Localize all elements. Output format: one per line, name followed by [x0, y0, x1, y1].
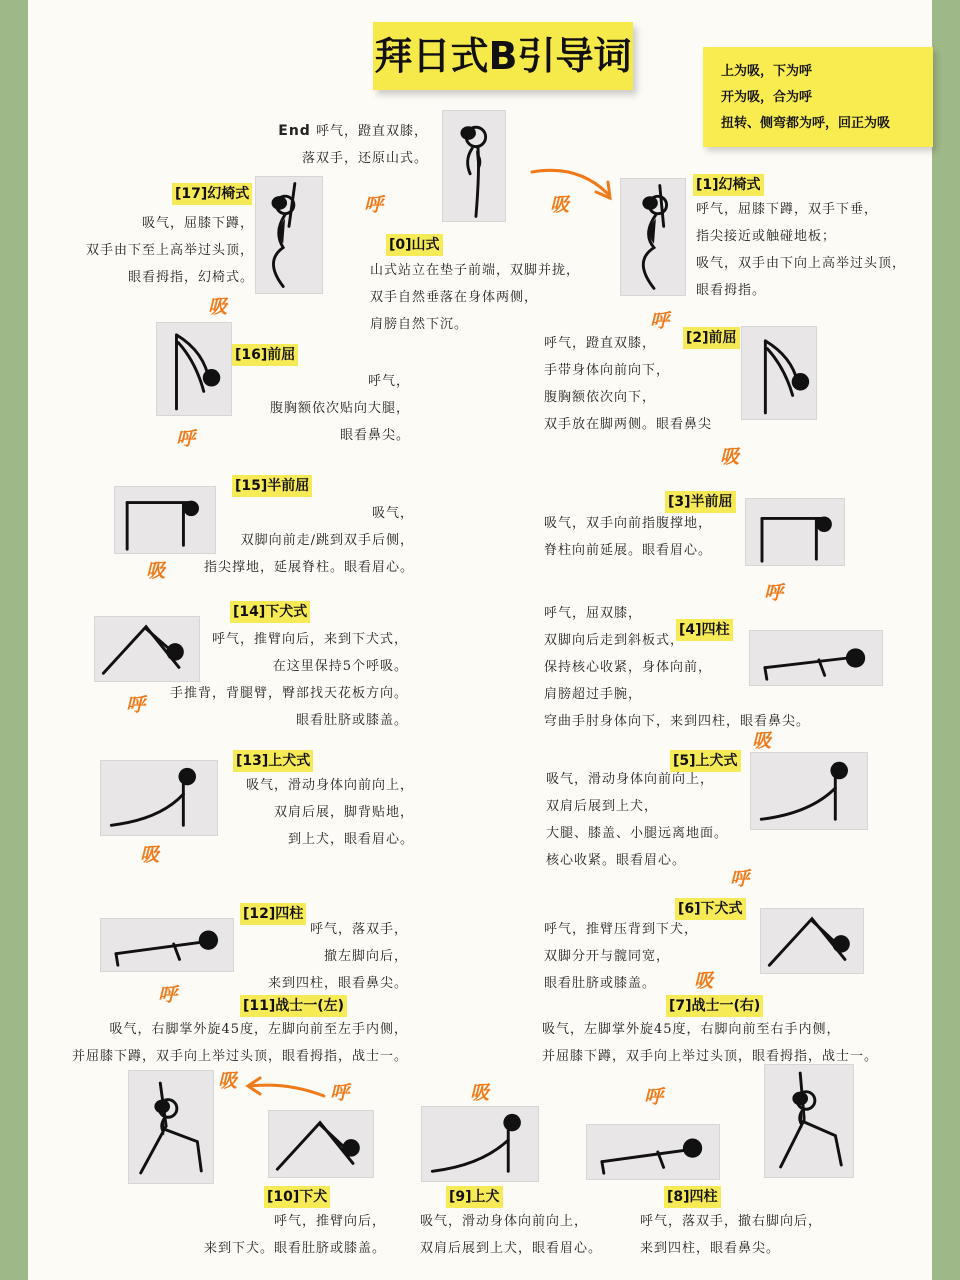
step-line: 双手放在脚两侧。眼看鼻尖	[544, 417, 713, 432]
breath-marker: 吸	[146, 560, 166, 582]
step-label-11: [11]战士一(左)	[240, 995, 347, 1017]
step-line: 吸气，	[371, 506, 414, 521]
step-label-16: [16]前屈	[232, 344, 298, 366]
step-line: 并屈膝下蹲，双手向上举过头顶，眼看拇指，战士一。	[542, 1049, 879, 1064]
pose-figure-warrior-left	[128, 1070, 214, 1184]
page	[28, 0, 932, 1280]
step-line: 撤左脚向后，	[323, 949, 408, 964]
step-line: 大腿、膝盖、小腿远离地面。	[546, 826, 729, 841]
step-text-2	[544, 330, 712, 438]
pose-illustration	[101, 919, 233, 971]
step-line: 呼气，落双手，撤右脚向后，	[640, 1214, 823, 1229]
pose-illustration	[115, 487, 215, 553]
step-label-5: [5]上犬式	[670, 750, 741, 772]
step-line: 眼看肚脐或膝盖。	[295, 713, 408, 728]
step-line: 山式站立在垫子前端，双脚并拢，	[370, 263, 581, 278]
step-line: 肩膀超过手腕，	[544, 687, 643, 702]
pose-figure-half-fold-left	[114, 486, 216, 554]
step-line: 吸气，双手向前指腹撑地，	[544, 516, 713, 531]
step-label-3: [3]半前屈	[665, 491, 736, 513]
end-text	[278, 118, 428, 172]
breath-marker: 呼	[364, 194, 384, 216]
step-text-1	[696, 196, 906, 304]
step-line: 呼气，屈双膝，	[544, 606, 643, 621]
pose-figure-chair-right	[620, 178, 686, 296]
pose-illustration	[269, 1111, 373, 1177]
step-text-15	[204, 500, 414, 581]
pose-illustration	[761, 909, 863, 973]
step-line: 吸气，屈膝下蹲，	[141, 216, 254, 231]
step-text-4	[544, 600, 810, 735]
step-line: 呼气，推臂压背到下犬，	[544, 922, 699, 937]
step-text-5	[546, 766, 728, 874]
step-label-2: [2]前屈	[683, 327, 740, 349]
step-text-7	[542, 1016, 878, 1070]
step-label-10: [10]下犬	[264, 1186, 330, 1208]
step-text-8	[640, 1208, 822, 1262]
rule-line: 扭转、侧弯都为呼，回正为吸	[721, 116, 891, 131]
step-label-14: [14]下犬式	[230, 601, 310, 623]
step-line: 眼看拇指。	[696, 283, 767, 298]
pose-figure-mountain	[442, 110, 506, 222]
step-line: 到上犬，眼看眉心。	[287, 832, 414, 847]
rule-line: 上为吸，下为呼	[721, 64, 813, 79]
step-line: 眼看肚脐或膝盖。	[544, 976, 657, 991]
step-line: 指尖撑地，延展脊柱。眼看眉心。	[203, 560, 414, 575]
step-line: 吸气，滑动身体向前向上，	[245, 778, 414, 793]
pose-illustration	[157, 323, 231, 415]
step-line: 腹胸额依次向下，	[544, 390, 657, 405]
breath-marker: 呼	[126, 694, 146, 716]
step-line: 吸气，双手由下向上高举过头顶，	[696, 256, 907, 271]
breath-marker: 吸	[550, 194, 570, 216]
step-line: 眼看鼻尖。	[339, 428, 410, 443]
step-label-6: [6]下犬式	[675, 898, 746, 920]
step-line: 穹曲手肘身体向下，来到四柱，眼看鼻尖。	[544, 714, 811, 729]
pose-figure-down-dog-right	[760, 908, 864, 974]
step-label-1: [1]幻椅式	[693, 174, 764, 196]
breath-marker: 呼	[176, 428, 196, 450]
step-label-7: [7]战士一(右)	[666, 995, 763, 1017]
step-text-3	[544, 510, 712, 564]
step-text-11	[72, 1016, 408, 1070]
step-line: 来到四柱，眼看鼻尖。	[267, 976, 408, 991]
breath-marker: 吸	[752, 730, 772, 752]
step-line: 腹胸额依次贴向大腿，	[269, 401, 410, 416]
pose-illustration	[746, 499, 844, 565]
step-label-0: [0]山式	[386, 234, 443, 256]
pose-figure-warrior-right	[764, 1064, 854, 1178]
breath-marker: 吸	[720, 446, 740, 468]
step-line: 呼气，推臂向后，	[273, 1214, 386, 1229]
step-line: 双脚分开与髋同宽，	[544, 949, 671, 964]
flow-arrow-icon	[528, 160, 618, 206]
step-line: 核心收紧。眼看眉心。	[546, 853, 687, 868]
step-text-9	[420, 1208, 602, 1262]
end-line: 呼气，蹬直双膝，	[315, 124, 428, 139]
step-line: 双脚向前走/跳到双手后侧，	[240, 533, 414, 548]
pose-figure-up-dog-left	[100, 760, 218, 836]
step-line: 双手由下至上高举过头顶，	[85, 243, 254, 258]
step-line: 双手自然垂落在身体两侧，	[370, 290, 539, 305]
step-line: 双脚向后走到斜板式，	[544, 633, 685, 648]
rule-line: 开为吸，合为呼	[721, 90, 813, 105]
step-line: 呼气，蹬直双膝，	[544, 336, 657, 351]
step-line: 来到下犬。眼看肚脐或膝盖。	[203, 1241, 386, 1256]
breath-marker: 呼	[650, 310, 670, 332]
pose-illustration	[742, 327, 816, 419]
step-label-4: [4]四柱	[676, 619, 733, 641]
step-line: 呼气，	[367, 374, 410, 389]
step-line: 吸气，滑动身体向前向上，	[546, 772, 715, 787]
pose-figure-up-dog-bottom	[421, 1106, 539, 1182]
step-label-17: [17]幻椅式	[172, 183, 252, 205]
step-line: 手带身体向前向下，	[544, 363, 671, 378]
step-label-12: [12]四柱	[240, 903, 306, 925]
step-text-12	[268, 916, 408, 997]
step-line: 来到四柱，眼看鼻尖。	[640, 1241, 781, 1256]
pose-illustration	[256, 177, 322, 293]
pose-figure-forward-fold-left	[156, 322, 232, 416]
step-line: 双肩后展，脚背贴地，	[273, 805, 414, 820]
step-line: 呼气，推臂向后，来到下犬式，	[211, 632, 408, 647]
breath-marker: 吸	[208, 296, 228, 318]
step-line: 手推背，背腿臂，臀部找天花板方向。	[169, 686, 408, 701]
pose-figure-four-limb-left	[100, 918, 234, 972]
step-text-13	[246, 772, 414, 853]
step-line: 脊柱向前延展。眼看眉心。	[544, 543, 713, 558]
breath-marker: 呼	[330, 1082, 350, 1104]
flow-arrow-icon	[242, 1074, 328, 1104]
pose-illustration	[443, 111, 505, 221]
pose-illustration	[751, 753, 867, 829]
step-label-9: [9]上犬	[446, 1186, 503, 1208]
step-text-17	[86, 210, 254, 291]
pose-illustration	[765, 1065, 853, 1177]
step-text-6	[544, 916, 698, 997]
page-title: 拜日式B引导词	[373, 22, 633, 90]
step-line: 并屈膝下蹲，双手向上举过头顶，眼看拇指，战士一。	[71, 1049, 408, 1064]
pose-illustration	[101, 761, 217, 835]
pose-illustration	[129, 1071, 213, 1183]
pose-figure-four-limb-bottom	[586, 1124, 720, 1180]
breath-marker: 呼	[730, 868, 750, 890]
breath-marker: 吸	[140, 844, 160, 866]
step-line: 肩膀自然下沉。	[370, 317, 469, 332]
step-line: 吸气，右脚掌外旋45度，左脚向前至左手内侧，	[109, 1022, 408, 1037]
pose-figure-half-fold-right	[745, 498, 845, 566]
breath-marker: 呼	[158, 984, 178, 1006]
end-line: 落双手，还原山式。	[301, 151, 428, 166]
step-line: 吸气，左脚掌外旋45度，右脚向前至右手内侧，	[542, 1022, 841, 1037]
breathing-rules	[703, 47, 933, 147]
breath-marker: 吸	[694, 970, 714, 992]
pose-figure-forward-fold-right	[741, 326, 817, 420]
step-line: 眼看拇指，幻椅式。	[127, 270, 254, 285]
step-text-0	[370, 257, 580, 338]
step-label-8: [8]四柱	[664, 1186, 721, 1208]
breath-marker: 呼	[644, 1086, 664, 1108]
pose-figure-up-dog-right	[750, 752, 868, 830]
pose-illustration	[587, 1125, 719, 1179]
step-line: 呼气，落双手，	[309, 922, 408, 937]
step-label-13: [13]上犬式	[233, 750, 313, 772]
step-line: 保持核心收紧，身体向前，	[544, 660, 713, 675]
step-line: 指尖接近或触碰地板；	[696, 229, 837, 244]
step-text-14	[170, 626, 408, 734]
breath-marker: 吸	[470, 1082, 490, 1104]
step-line: 呼气，屈膝下蹲，双手下垂，	[696, 202, 879, 217]
breath-marker: 吸	[218, 1070, 238, 1092]
step-line: 吸气，滑动身体向前向上，	[420, 1214, 589, 1229]
breath-marker: 呼	[764, 582, 784, 604]
step-label-15: [15]半前屈	[232, 475, 312, 497]
step-line: 双肩后展到上犬，眼看眉心。	[420, 1241, 603, 1256]
pose-figure-down-dog-bottom	[268, 1110, 374, 1178]
step-text-10	[204, 1208, 386, 1262]
end-label: End	[278, 123, 311, 139]
step-line: 在这里保持5个呼吸。	[272, 659, 408, 674]
step-line: 双肩后展到上犬，	[546, 799, 659, 814]
pose-illustration	[422, 1107, 538, 1181]
pose-illustration	[621, 179, 685, 295]
step-text-16	[270, 368, 410, 449]
pose-figure-chair-left	[255, 176, 323, 294]
